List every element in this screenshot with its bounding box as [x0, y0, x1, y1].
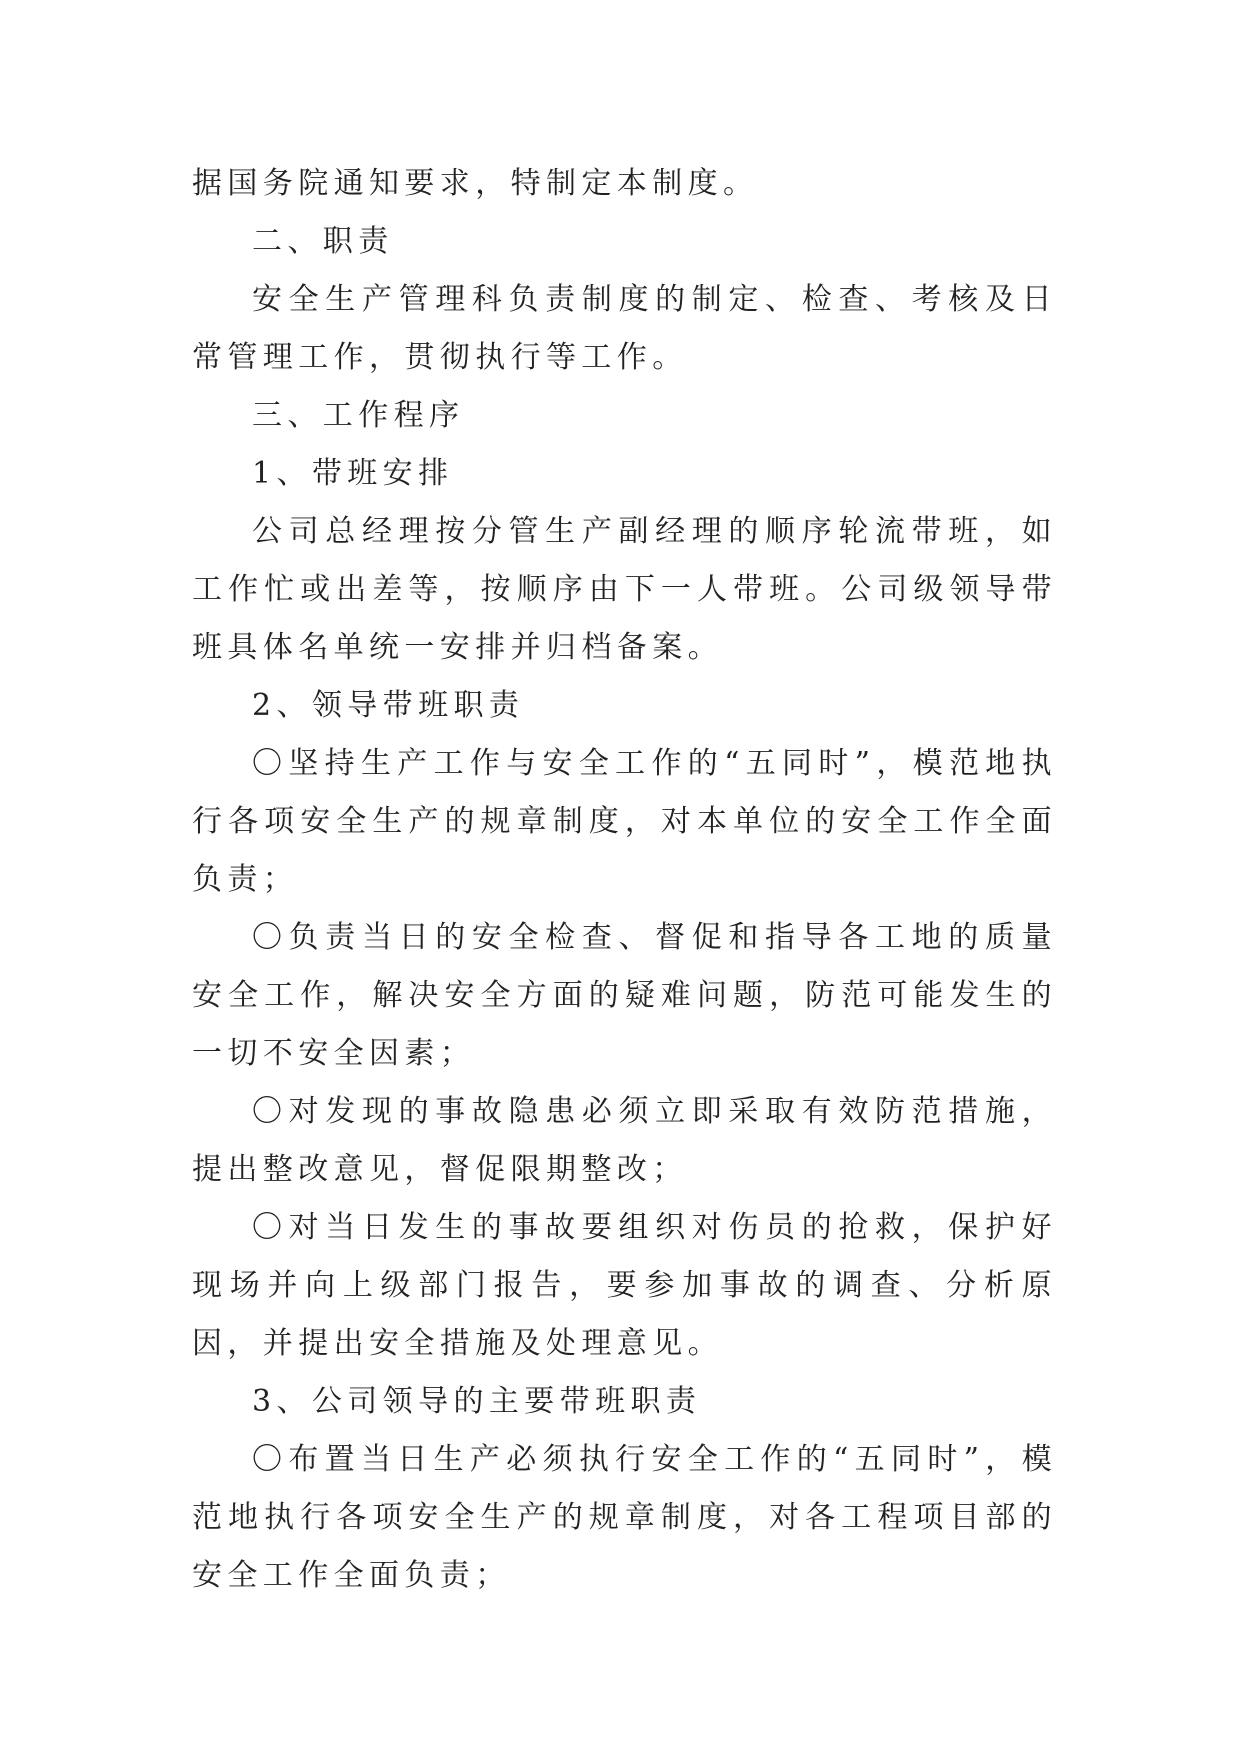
- paragraph-company-duty-five-simultaneous: 〇布置当日生产必须执行安全工作的“五同时”，模范地执行各项安全生产的规章制度，对各工程项目部的安全工作全面负责；: [192, 1442, 1057, 1593]
- paragraph-duty-hazard-rectification: 〇对发现的事故隐患必须立即采取有效防范措施，提出整改意见，督促限期整改；: [192, 1094, 1057, 1187]
- paragraph-duty-accident-response: 〇对当日发生的事故要组织对伤员的抢救，保护好现场并向上级部门报告，要参加事故的调查、分析原因，并提出安全措施及处理意见。: [192, 1210, 1057, 1361]
- paragraph-intro-continuation: 据国务院通知要求，特制定本制度。: [192, 166, 759, 201]
- paragraph-duty-daily-inspection: 〇负责当日的安全检查、督促和指导各工地的质量安全工作，解决安全方面的疑难问题，防范可能发生的一切不安全因素；: [192, 920, 1057, 1071]
- subheading-shift-arrangement: 1、带班安排: [252, 456, 454, 491]
- section-heading-work-procedure: 三、工作程序: [252, 398, 465, 433]
- subheading-leader-duties: 2、领导带班职责: [252, 688, 525, 723]
- section-heading-responsibilities: 二、职责: [252, 224, 394, 259]
- subheading-company-leader-duties: 3、公司领导的主要带班职责: [252, 1384, 702, 1419]
- paragraph-duty-five-simultaneous: 〇坚持生产工作与安全工作的“五同时”，模范地执行各项安全生产的规章制度，对本单位的安全工作全面负责；: [192, 746, 1057, 897]
- document-body: [192, 155, 1057, 1605]
- paragraph-shift-arrangement: 公司总经理按分管生产副经理的顺序轮流带班，如工作忙或出差等，按顺序由下一人带班。公司级领导带班具体名单统一安排并归档备案。: [192, 514, 1057, 665]
- paragraph-responsibilities: 安全生产管理科负责制度的制定、检查、考核及日常管理工作，贯彻执行等工作。: [192, 282, 1057, 375]
